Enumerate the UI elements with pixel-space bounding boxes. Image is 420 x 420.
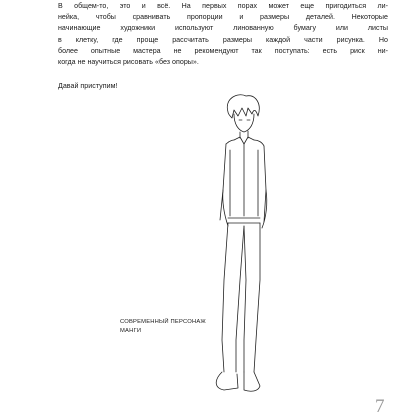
page-number: 7 — [375, 396, 385, 417]
paragraph-line: нейка, чтобы сравнивать пропорции и размеры деталей. Некоторые — [58, 13, 388, 22]
paragraph-line: в клетку, где проще рассчитать размеры каждой части рисунка. Но — [58, 35, 388, 44]
paragraph-line: более опытные мастера не рекомендуют так поступать: есть риск ни- — [58, 46, 388, 55]
manga-character-illustration — [190, 90, 290, 400]
paragraph-line: В общем-то, это и всё. На первых порах может еще пригодиться ли- — [58, 2, 388, 10]
paragraph-line: когда не научиться рисовать «без опоры». — [58, 58, 199, 67]
caption-line: МАНГИ — [120, 328, 142, 334]
caption-line: СОВРЕМЕННЫЙ ПЕРСОНАЖ — [120, 319, 206, 325]
cta-text: Давай приступим! — [58, 82, 118, 90]
intro-paragraph — [58, 1, 388, 68]
paragraph-line: начинающие художники используют линованную бумагу или листы — [58, 24, 388, 33]
character-line-art — [190, 90, 290, 400]
figure-caption — [120, 318, 250, 336]
